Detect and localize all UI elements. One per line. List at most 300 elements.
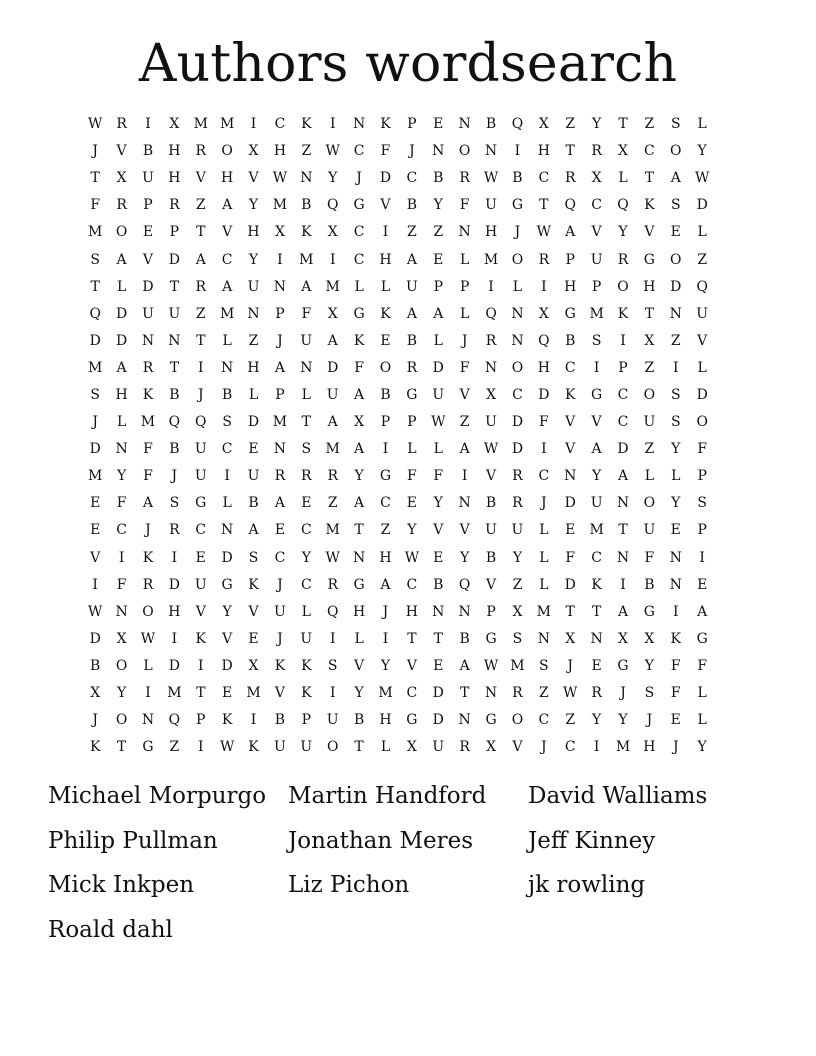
grid-letter: G bbox=[511, 197, 524, 214]
grid-letter: O bbox=[511, 251, 524, 268]
word-list-item: Liz Pichon bbox=[288, 872, 410, 898]
grid-letter: F bbox=[644, 549, 655, 566]
grid-letter: D bbox=[617, 441, 629, 458]
grid-letter: C bbox=[221, 251, 233, 268]
grid-letter: O bbox=[511, 359, 524, 376]
grid-letter: Q bbox=[89, 305, 101, 322]
grid-row bbox=[82, 219, 742, 246]
grid-letter: V bbox=[248, 170, 259, 187]
grid-letter: H bbox=[405, 603, 418, 620]
grid-letter: A bbox=[354, 441, 365, 458]
grid-row bbox=[82, 626, 742, 653]
grid-letter: B bbox=[169, 441, 180, 458]
grid-letter: Z bbox=[565, 116, 576, 133]
grid-letter: H bbox=[247, 224, 260, 241]
grid-letter: X bbox=[486, 739, 497, 756]
grid-letter: L bbox=[539, 576, 549, 593]
grid-letter: G bbox=[564, 305, 576, 322]
grid-letter: P bbox=[275, 305, 285, 322]
grid-letter: X bbox=[90, 685, 101, 702]
grid-letter: M bbox=[88, 224, 103, 241]
grid-letter: U bbox=[643, 522, 656, 539]
grid-letter: X bbox=[565, 630, 576, 647]
grid-letter: A bbox=[433, 305, 444, 322]
grid-letter: V bbox=[697, 332, 708, 349]
grid-letter: J bbox=[92, 712, 98, 729]
grid-letter: I bbox=[593, 359, 600, 376]
grid-letter: J bbox=[620, 685, 626, 702]
grid-letter: S bbox=[327, 657, 338, 674]
grid-letter: R bbox=[195, 278, 207, 295]
grid-letter: W bbox=[483, 441, 499, 458]
grid-letter: D bbox=[327, 359, 339, 376]
grid-letter: N bbox=[458, 495, 471, 512]
grid-letter: Q bbox=[168, 414, 181, 431]
grid-letter: T bbox=[644, 305, 655, 322]
grid-letter: D bbox=[538, 386, 550, 403]
grid-letter: L bbox=[380, 278, 391, 295]
grid-letter: L bbox=[407, 441, 417, 458]
grid-letter: B bbox=[433, 576, 444, 593]
grid-letter: U bbox=[485, 197, 497, 214]
word-list-item: Roald dahl bbox=[48, 916, 173, 943]
word-list-item: Mick Inkpen bbox=[48, 872, 195, 898]
grid-letter: G bbox=[379, 468, 392, 485]
grid-letter: O bbox=[115, 712, 128, 729]
grid-letter: I bbox=[541, 441, 547, 458]
grid-letter: M bbox=[219, 305, 235, 322]
grid-letter: I bbox=[250, 712, 257, 729]
grid-letter: A bbox=[222, 197, 233, 214]
grid-letter: T bbox=[565, 143, 575, 160]
grid-letter: O bbox=[115, 657, 128, 674]
grid-letter: M bbox=[589, 522, 604, 539]
grid-letter: X bbox=[538, 305, 549, 322]
grid-letter: E bbox=[670, 712, 681, 729]
grid-letter: M bbox=[325, 441, 340, 458]
grid-row bbox=[82, 328, 742, 355]
grid-letter: J bbox=[514, 224, 521, 241]
grid-letter: Z bbox=[407, 224, 417, 241]
word-list bbox=[48, 774, 768, 952]
grid-letter: R bbox=[142, 576, 154, 593]
grid-letter: P bbox=[169, 224, 180, 241]
grid-letter: L bbox=[618, 170, 628, 187]
grid-letter: F bbox=[143, 441, 153, 458]
grid-letter: L bbox=[697, 116, 707, 133]
grid-letter: Z bbox=[644, 359, 655, 376]
grid-row bbox=[82, 382, 742, 409]
grid-letter: F bbox=[90, 197, 101, 214]
grid-letter: D bbox=[221, 549, 233, 566]
grid-letter: J bbox=[145, 522, 151, 539]
grid-letter: U bbox=[194, 576, 207, 593]
grid-letter: R bbox=[591, 143, 602, 160]
grid-letter: O bbox=[643, 495, 656, 512]
grid-letter: O bbox=[511, 712, 524, 729]
grid-letter: N bbox=[141, 332, 155, 349]
grid-letter: E bbox=[380, 332, 391, 349]
grid-letter: T bbox=[565, 603, 575, 620]
grid-letter: E bbox=[90, 495, 101, 512]
grid-row bbox=[82, 274, 742, 301]
grid-letter: D bbox=[221, 657, 233, 674]
grid-letter: U bbox=[300, 332, 313, 349]
grid-letter: R bbox=[116, 116, 127, 133]
grid-letter: P bbox=[697, 522, 707, 539]
grid-letter: G bbox=[643, 603, 655, 620]
grid-letter: M bbox=[615, 739, 631, 756]
grid-letter: Y bbox=[248, 251, 259, 268]
grid-letter: D bbox=[696, 386, 708, 403]
grid-letter: I bbox=[382, 630, 389, 647]
grid-letter: T bbox=[618, 116, 628, 133]
grid-letter: J bbox=[567, 657, 574, 674]
grid-letter: I bbox=[250, 116, 257, 133]
grid-letter: S bbox=[644, 685, 655, 702]
grid-letter: Y bbox=[116, 468, 127, 485]
grid-letter: E bbox=[670, 224, 681, 241]
grid-letter: Y bbox=[697, 739, 707, 756]
grid-letter: P bbox=[433, 278, 443, 295]
grid-letter: D bbox=[696, 197, 708, 214]
grid-letter: V bbox=[222, 224, 233, 241]
grid-letter: A bbox=[274, 359, 285, 376]
grid-letter: C bbox=[617, 414, 629, 431]
grid-letter: O bbox=[458, 143, 471, 160]
grid-letter: J bbox=[541, 739, 547, 756]
grid-letter: I bbox=[461, 468, 468, 485]
grid-letter: U bbox=[405, 278, 418, 295]
grid-letter: U bbox=[432, 739, 445, 756]
grid-letter: S bbox=[697, 495, 707, 512]
grid-letter: M bbox=[219, 116, 235, 133]
grid-letter: N bbox=[221, 359, 234, 376]
grid-letter: W bbox=[272, 170, 288, 187]
grid-letter: I bbox=[329, 685, 336, 702]
grid-letter: M bbox=[378, 685, 393, 702]
grid-letter: B bbox=[433, 170, 444, 187]
grid-letter: E bbox=[248, 441, 259, 458]
grid-letter: V bbox=[565, 414, 576, 431]
grid-letter: U bbox=[485, 522, 497, 539]
grid-letter: P bbox=[697, 468, 707, 485]
grid-letter: Z bbox=[644, 441, 655, 458]
grid-letter: P bbox=[459, 278, 470, 295]
grid-letter: L bbox=[222, 495, 232, 512]
grid-letter: V bbox=[142, 251, 154, 268]
grid-letter: F bbox=[116, 576, 127, 593]
grid-letter: D bbox=[432, 359, 444, 376]
grid-letter: F bbox=[459, 197, 470, 214]
grid-letter: V bbox=[354, 657, 365, 674]
grid-letter: W bbox=[536, 224, 552, 241]
grid-letter: Z bbox=[565, 712, 576, 729]
grid-letter: Z bbox=[459, 414, 470, 431]
grid-letter: D bbox=[168, 576, 180, 593]
grid-letter: D bbox=[432, 685, 444, 702]
grid-letter: Q bbox=[696, 278, 708, 295]
grid-letter: M bbox=[483, 251, 499, 268]
grid-letter: D bbox=[247, 414, 260, 431]
word-list-item: Jeff Kinney bbox=[528, 827, 656, 854]
grid-letter: V bbox=[512, 739, 523, 756]
grid-letter: R bbox=[485, 332, 497, 349]
grid-letter: R bbox=[169, 197, 180, 214]
grid-letter: Z bbox=[433, 224, 444, 241]
grid-letter: J bbox=[672, 739, 679, 756]
grid-letter: F bbox=[301, 305, 312, 322]
grid-letter: F bbox=[116, 495, 127, 512]
grid-letter: C bbox=[564, 359, 576, 376]
grid-letter: V bbox=[485, 468, 497, 485]
grid-letter: J bbox=[277, 630, 283, 647]
grid-letter: I bbox=[593, 739, 600, 756]
grid-letter: I bbox=[620, 576, 626, 593]
grid-letter: A bbox=[116, 359, 127, 376]
grid-letter: U bbox=[142, 170, 154, 187]
grid-letter: C bbox=[406, 576, 418, 593]
grid-letter: I bbox=[329, 251, 336, 268]
grid-letter: F bbox=[433, 468, 444, 485]
grid-letter: T bbox=[354, 739, 364, 756]
grid-letter: I bbox=[673, 603, 679, 620]
grid-letter: G bbox=[643, 251, 655, 268]
grid-letter: W bbox=[325, 143, 340, 160]
grid-letter: H bbox=[643, 739, 656, 756]
grid-letter: R bbox=[512, 495, 523, 512]
grid-letter: D bbox=[511, 414, 524, 431]
grid-letter: A bbox=[617, 468, 629, 485]
grid-letter: X bbox=[644, 332, 655, 349]
grid-letter: H bbox=[379, 251, 392, 268]
grid-letter: W bbox=[694, 170, 710, 187]
grid-letter: G bbox=[696, 630, 708, 647]
grid-letter: G bbox=[591, 386, 603, 403]
grid-letter: B bbox=[274, 712, 286, 729]
grid-letter: Y bbox=[460, 549, 470, 566]
grid-letter: V bbox=[274, 685, 285, 702]
page-title: Authors wordsearch bbox=[138, 34, 678, 94]
grid-letter: Y bbox=[644, 657, 655, 674]
grid-letter: U bbox=[168, 305, 181, 322]
word-list-item: Martin Handford bbox=[288, 783, 487, 809]
grid-letter: T bbox=[644, 170, 655, 187]
grid-letter: F bbox=[354, 359, 364, 376]
grid-letter: B bbox=[222, 386, 233, 403]
grid-letter: X bbox=[274, 224, 285, 241]
grid-letter: Q bbox=[326, 197, 339, 214]
grid-letter: G bbox=[406, 712, 418, 729]
grid-letter: D bbox=[564, 495, 576, 512]
grid-letter: D bbox=[432, 712, 444, 729]
grid-letter: R bbox=[116, 197, 127, 214]
grid-letter: U bbox=[643, 414, 656, 431]
grid-letter: L bbox=[433, 441, 443, 458]
grid-letter: C bbox=[406, 685, 418, 702]
grid-letter: P bbox=[380, 414, 391, 431]
grid-letter: F bbox=[697, 441, 708, 458]
grid-letter: Y bbox=[222, 603, 232, 620]
grid-letter: O bbox=[221, 143, 233, 160]
grid-letter: Y bbox=[618, 224, 628, 241]
grid-letter: I bbox=[145, 685, 151, 702]
grid-letter: Q bbox=[485, 305, 497, 322]
grid-letter: Z bbox=[195, 305, 206, 322]
grid-letter: N bbox=[458, 603, 471, 620]
grid-letter: J bbox=[646, 712, 653, 729]
grid-letter: X bbox=[116, 170, 127, 187]
grid-letter: A bbox=[670, 170, 681, 187]
grid-letter: H bbox=[643, 278, 656, 295]
grid-letter: C bbox=[353, 143, 365, 160]
grid-letter: Z bbox=[380, 522, 391, 539]
grid-letter: I bbox=[514, 143, 521, 160]
grid-letter: K bbox=[248, 576, 259, 593]
grid-letter: U bbox=[326, 386, 339, 403]
grid-letter: P bbox=[565, 251, 575, 268]
grid-letter: T bbox=[459, 685, 470, 702]
grid-letter: T bbox=[116, 739, 127, 756]
grid-letter: G bbox=[142, 739, 154, 756]
grid-letter: D bbox=[89, 441, 101, 458]
grid-row bbox=[82, 409, 742, 436]
grid-letter: E bbox=[248, 630, 259, 647]
grid-letter: H bbox=[379, 549, 392, 566]
grid-letter: Z bbox=[195, 197, 206, 214]
grid-letter: V bbox=[90, 549, 101, 566]
grid-letter: J bbox=[461, 332, 468, 349]
grid-letter: Y bbox=[697, 143, 707, 160]
grid-letter: U bbox=[300, 630, 313, 647]
grid-letter: B bbox=[485, 116, 497, 133]
grid-letter: H bbox=[564, 278, 577, 295]
grid-letter: O bbox=[379, 359, 392, 376]
grid-letter: N bbox=[616, 549, 630, 566]
grid-letter: N bbox=[300, 359, 313, 376]
grid-letter: C bbox=[300, 576, 312, 593]
grid-letter: Y bbox=[248, 197, 259, 214]
grid-letter: S bbox=[222, 414, 232, 431]
grid-letter: K bbox=[195, 630, 206, 647]
grid-letter: A bbox=[116, 251, 127, 268]
grid-letter: A bbox=[142, 495, 154, 512]
grid-letter: K bbox=[274, 657, 286, 674]
grid-letter: C bbox=[644, 143, 655, 160]
grid-letter: M bbox=[536, 603, 551, 620]
grid-row bbox=[82, 545, 742, 572]
grid-letter: Z bbox=[670, 332, 681, 349]
grid-letter: N bbox=[432, 143, 445, 160]
grid-letter: L bbox=[301, 386, 311, 403]
grid-letter: C bbox=[617, 386, 629, 403]
grid-letter: O bbox=[617, 278, 629, 295]
grid-letter: T bbox=[407, 630, 417, 647]
grid-letter: A bbox=[274, 495, 285, 512]
grid-letter: V bbox=[459, 386, 470, 403]
grid-row bbox=[82, 355, 742, 382]
grid-letter: K bbox=[670, 630, 682, 647]
grid-letter: L bbox=[222, 332, 232, 349]
grid-letter: C bbox=[538, 468, 550, 485]
grid-letter: O bbox=[696, 414, 708, 431]
grid-letter: S bbox=[248, 549, 259, 566]
grid-letter: P bbox=[275, 386, 285, 403]
grid-row bbox=[82, 517, 742, 544]
grid-letter: B bbox=[485, 495, 497, 512]
grid-letter: Y bbox=[512, 549, 523, 566]
grid-letter: Z bbox=[538, 685, 549, 702]
grid-letter: N bbox=[221, 522, 234, 539]
grid-letter: H bbox=[168, 603, 181, 620]
grid-letter: T bbox=[196, 332, 206, 349]
grid-letter: R bbox=[327, 576, 338, 593]
grid-letter: K bbox=[89, 739, 101, 756]
grid-letter: V bbox=[222, 630, 233, 647]
grid-letter: W bbox=[431, 414, 446, 431]
grid-letter: J bbox=[92, 414, 98, 431]
grid-letter: R bbox=[564, 170, 576, 187]
grid-letter: E bbox=[433, 116, 444, 133]
grid-letter: O bbox=[670, 251, 682, 268]
grid-letter: L bbox=[697, 359, 707, 376]
grid-letter: E bbox=[142, 224, 154, 241]
grid-letter: Z bbox=[169, 739, 180, 756]
grid-letter: E bbox=[591, 657, 602, 674]
grid-letter: B bbox=[406, 197, 418, 214]
grid-letter: M bbox=[167, 685, 182, 702]
grid-letter: P bbox=[143, 197, 153, 214]
grid-letter: G bbox=[485, 630, 497, 647]
grid-letter: Z bbox=[512, 576, 523, 593]
grid-letter: Y bbox=[671, 441, 681, 458]
grid-letter: X bbox=[354, 414, 365, 431]
grid-letter: N bbox=[432, 603, 445, 620]
grid-letter: C bbox=[406, 170, 418, 187]
grid-letter: K bbox=[248, 739, 259, 756]
grid-letter: F bbox=[380, 143, 391, 160]
grid-letter: X bbox=[116, 630, 127, 647]
grid-letter: R bbox=[538, 251, 550, 268]
grid-letter: M bbox=[246, 685, 261, 702]
grid-letter: B bbox=[644, 576, 655, 593]
grid-letter: A bbox=[327, 332, 338, 349]
grid-letter: U bbox=[432, 386, 445, 403]
grid-letter: U bbox=[274, 739, 286, 756]
grid-letter: L bbox=[460, 251, 470, 268]
grid-letter: T bbox=[90, 278, 100, 295]
grid-letter: J bbox=[277, 576, 283, 593]
grid-letter: N bbox=[669, 576, 682, 593]
grid-letter: K bbox=[353, 332, 365, 349]
grid-letter: M bbox=[272, 197, 288, 214]
grid-row bbox=[82, 165, 742, 192]
grid-letter: I bbox=[673, 359, 679, 376]
grid-letter: N bbox=[564, 468, 577, 485]
grid-letter: M bbox=[193, 116, 208, 133]
grid-letter: A bbox=[459, 441, 470, 458]
grid-letter: D bbox=[115, 332, 128, 349]
grid-letter: Q bbox=[195, 414, 207, 431]
grid-letter: E bbox=[301, 495, 312, 512]
grid-letter: U bbox=[696, 305, 709, 322]
grid-letter: D bbox=[670, 278, 682, 295]
grid-letter: K bbox=[380, 305, 391, 322]
grid-letter: V bbox=[565, 441, 576, 458]
grid-letter: B bbox=[353, 712, 365, 729]
grid-letter: I bbox=[620, 332, 626, 349]
grid-row bbox=[82, 599, 742, 626]
